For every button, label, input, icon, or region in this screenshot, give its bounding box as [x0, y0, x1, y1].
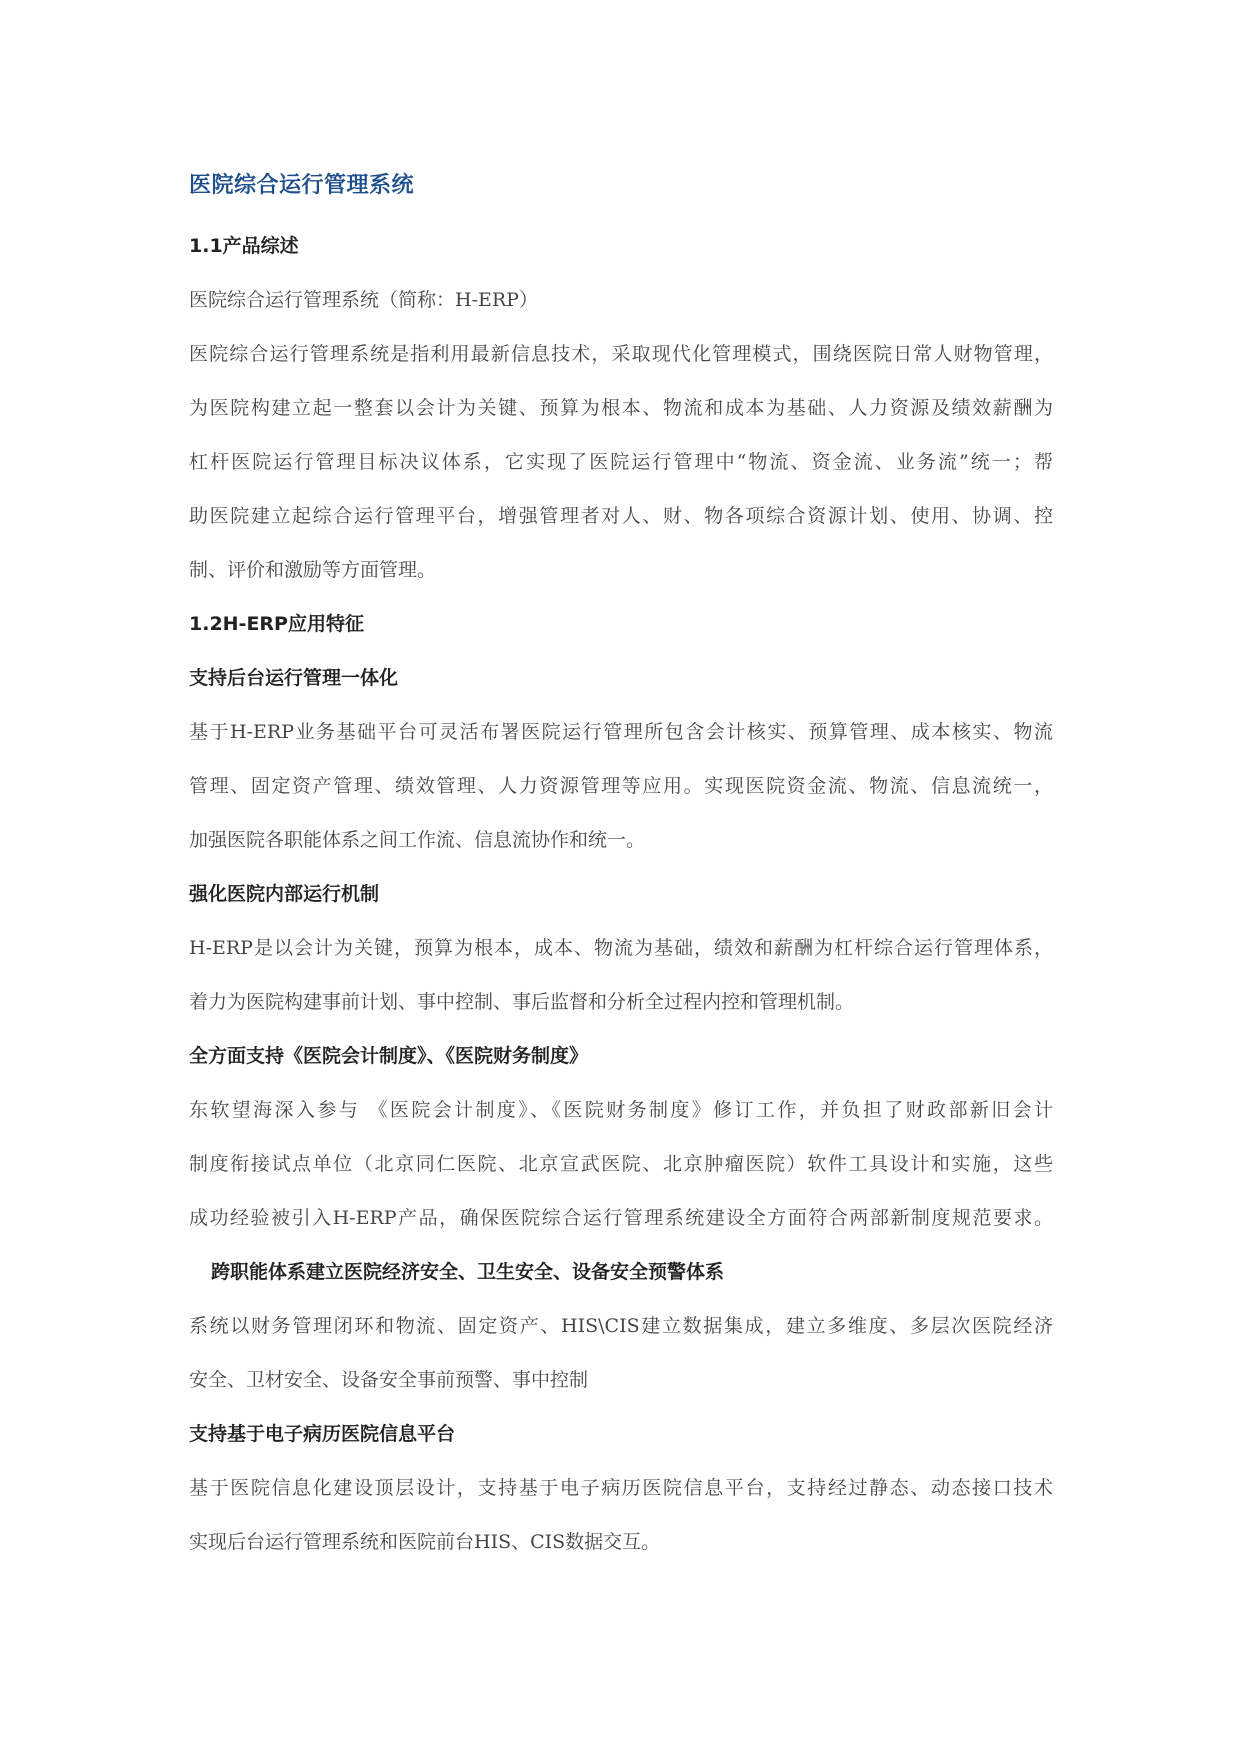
feature-3-heading: 全方面支持《医院会计制度》、《医院财务制度》 — [189, 1045, 589, 1067]
overview-paragraph-line-5: 制、评价和激励等方面管理。 — [189, 559, 437, 581]
overview-paragraph-line-3: 杠杆医院运行管理目标决议体系，它实现了医院运行管理中“物流、资金流、业务流”统一；帮 — [189, 451, 1053, 473]
feature-2-heading: 强化医院内部运行机制 — [189, 883, 380, 905]
feature-5-line-2: 实现后台运行管理系统和医院前台HIS、CIS数据交互。 — [189, 1531, 661, 1553]
feature-1-heading: 支持后台运行管理一体化 — [189, 667, 399, 689]
feature-4-line-1: 系统以财务管理闭环和物流、固定资产、HIS\CIS建立数据集成，建立多维度、多层次医院经济 — [189, 1315, 1053, 1337]
feature-5-line-1: 基于医院信息化建设顶层设计，支持基于电子病历医院信息平台，支持经过静态、动态接口技术 — [189, 1477, 1053, 1499]
feature-3-line-1: 东软望海深入参与 《医院会计制度》、《医院财务制度》修订工作，并负担了财政部新旧会计 — [189, 1099, 1053, 1121]
feature-3-line-3: 成功经验被引入H-ERP产品，确保医院综合运行管理系统建设全方面符合两部新制度规范要求。 — [189, 1207, 1053, 1229]
overview-paragraph-line-2: 为医院构建立起一整套以会计为关键、预算为根本、物流和成本为基础、人力资源及绩效薪酬为 — [189, 397, 1053, 419]
document-title: 医院综合运行管理系统 — [189, 173, 415, 198]
overview-paragraph-line-1: 医院综合运行管理系统是指利用最新信息技术，采取现代化管理模式，围绕医院日常人财物管理， — [189, 343, 1053, 365]
feature-2-line-2: 着力为医院构建事前计划、事中控制、事后监督和分析全过程内控和管理机制。 — [189, 991, 855, 1013]
section-1-1-heading: 1.1产品综述 — [189, 235, 299, 257]
feature-4-heading: 跨职能体系建立医院经济安全、卫生安全、设备安全预警体系 — [211, 1261, 725, 1283]
feature-1-line-3: 加强医院各职能体系之间工作流、信息流协作和统一。 — [189, 829, 646, 851]
overview-paragraph-line-4: 助医院建立起综合运行管理平台，增强管理者对人、财、物各项综合资源计划、使用、协调、控 — [189, 505, 1053, 527]
feature-2-line-1: H-ERP是以会计为关键，预算为根本，成本、物流为基础，绩效和薪酬为杠杆综合运行管理体系， — [189, 937, 1053, 959]
feature-1-line-1: 基于H-ERP业务基础平台可灵活布署医院运行管理所包含会计核实、预算管理、成本核实、物流 — [189, 721, 1053, 743]
section-1-2-heading: 1.2H-ERP应用特征 — [189, 613, 364, 635]
feature-5-heading: 支持基于电子病历医院信息平台 — [189, 1423, 456, 1445]
section-1-1-subtitle: 医院综合运行管理系统（简称：H-ERP） — [189, 289, 538, 311]
feature-4-line-2: 安全、卫材安全、设备安全事前预警、事中控制 — [189, 1369, 589, 1391]
feature-1-line-2: 管理、固定资产管理、绩效管理、人力资源管理等应用。实现医院资金流、物流、信息流统一， — [189, 775, 1053, 797]
feature-3-line-2: 制度衔接试点单位（北京同仁医院、北京宣武医院、北京肿瘤医院）软件工具设计和实施，这些 — [189, 1153, 1053, 1175]
